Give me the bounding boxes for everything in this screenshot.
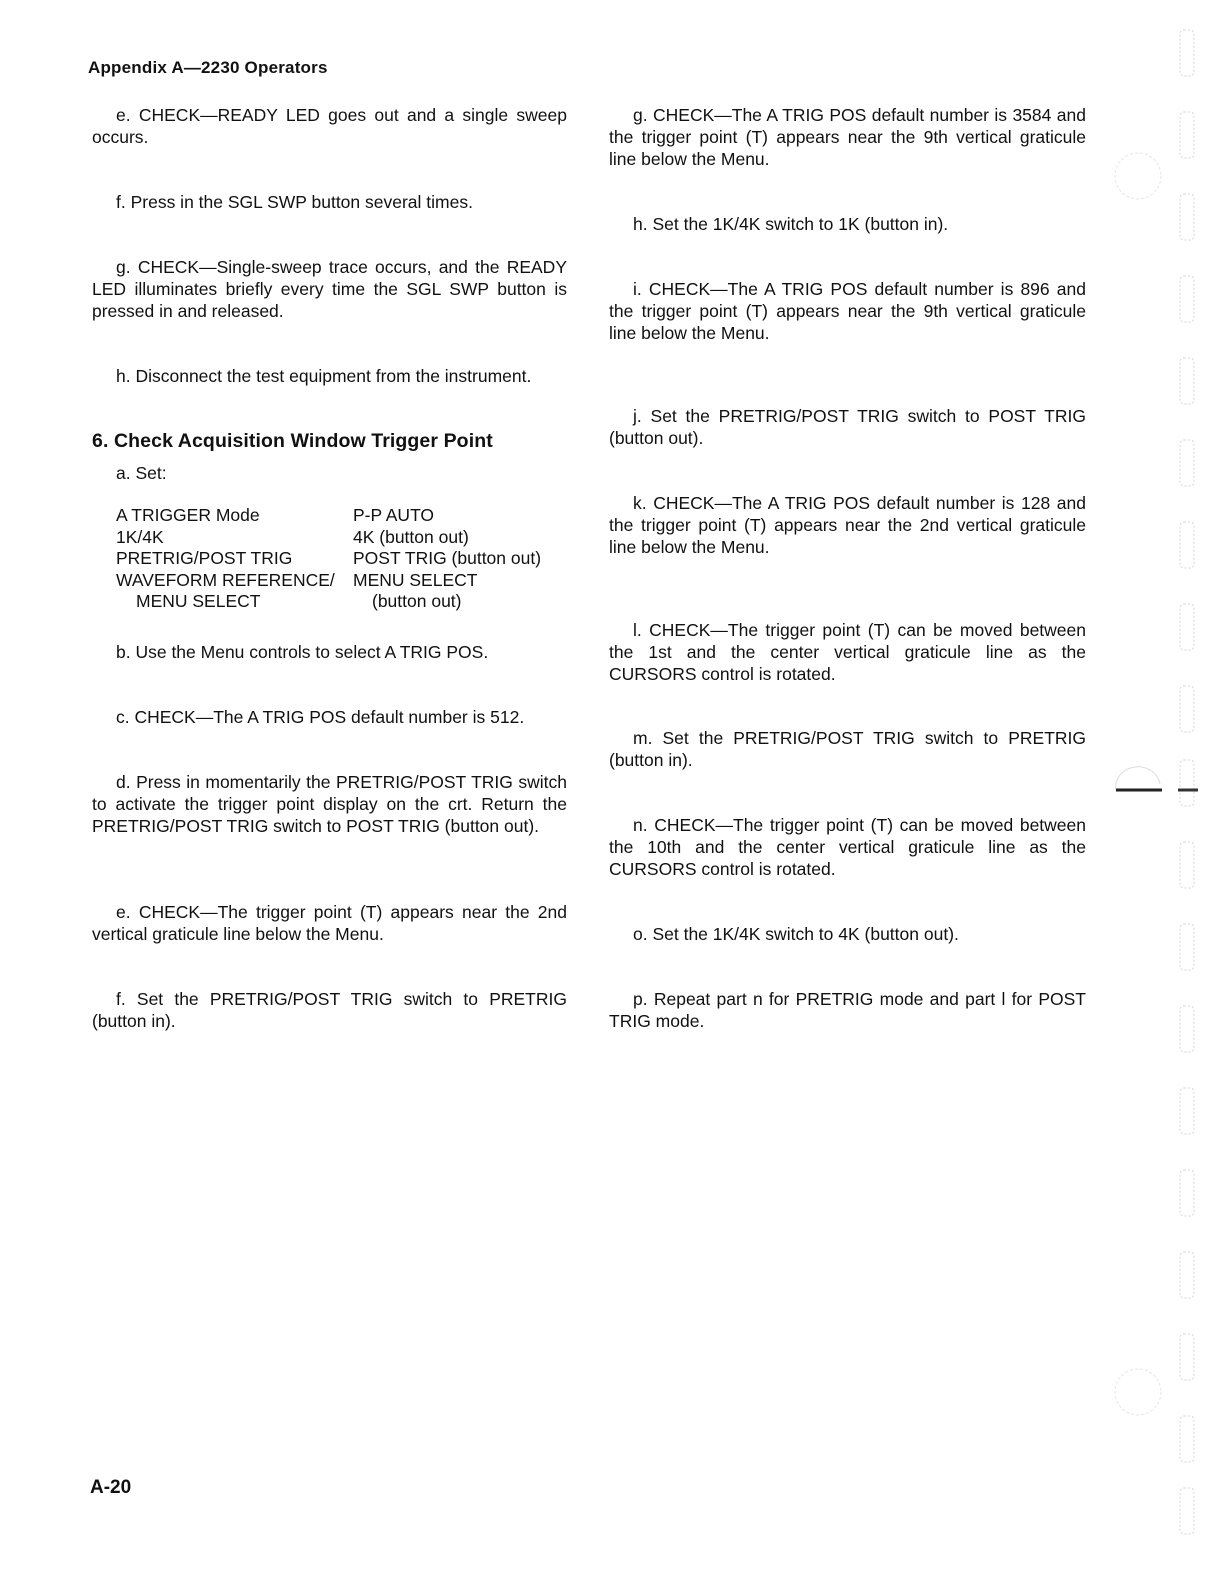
step-k-check-128: k. CHECK—The A TRIG POS default number is 128 and the trigger point (T) appears near the 2nd vertical graticule line below the Menu. bbox=[609, 493, 1086, 557]
step-e-check-trigger-point: e. CHECK—The trigger point (T) appears near the 2nd vertical graticule line below the Menu. bbox=[92, 902, 567, 944]
setting-key: PRETRIG/POST TRIG bbox=[116, 548, 293, 568]
settings-row bbox=[116, 570, 576, 592]
setting-key: A TRIGGER Mode bbox=[116, 505, 260, 525]
settings-row bbox=[116, 591, 576, 613]
binder-margin bbox=[1172, 0, 1221, 1578]
setting-value: P-P AUTO bbox=[353, 505, 435, 525]
setting-key: 1K/4K bbox=[116, 526, 164, 547]
binder-ring-hole-bottom bbox=[1112, 1366, 1164, 1418]
setting-value: (button out) bbox=[372, 591, 462, 611]
page-number: A-20 bbox=[90, 1477, 132, 1498]
step-b-menu-controls: b. Use the Menu controls to select A TRIG POS. bbox=[116, 642, 489, 662]
settings-row bbox=[116, 527, 576, 549]
step-g-check-3584: g. CHECK—The A TRIG POS default number is 3584 and the trigger point (T) appears near the 9th vertical graticule line below the Menu. bbox=[609, 105, 1086, 169]
step-c-check-512: c. CHECK—The A TRIG POS default number is 512. bbox=[116, 707, 525, 727]
step-f-press-sgl-swp: f. Press in the SGL SWP button several times. bbox=[116, 192, 473, 212]
step-e-check-ready: e. CHECK—READY LED goes out and a single sweep occurs. bbox=[92, 105, 567, 147]
page-header: Appendix A—2230 Operators bbox=[88, 58, 328, 77]
settings-row bbox=[116, 548, 576, 570]
step-i-check-896: i. CHECK—The A TRIG POS default number is 896 and the trigger point (T) appears near the 9th vertical graticule line below the Menu. bbox=[609, 279, 1086, 343]
step-a-set: a. Set: bbox=[116, 463, 167, 483]
section-title: 6. Check Acquisition Window Trigger Point bbox=[92, 430, 493, 452]
setting-key: MENU SELECT bbox=[136, 591, 261, 611]
step-m-set-pretrig: m. Set the PRETRIG/POST TRIG switch to PRETRIG (button in). bbox=[609, 728, 1086, 770]
step-h-disconnect: h. Disconnect the test equipment from the instrument. bbox=[116, 366, 532, 386]
step-o-set-4k: o. Set the 1K/4K switch to 4K (button out). bbox=[633, 924, 959, 944]
setting-value: MENU SELECT bbox=[353, 569, 478, 590]
setting-value: 4K (button out) bbox=[353, 526, 469, 547]
binder-ring-hole-top bbox=[1112, 150, 1164, 202]
settings-row bbox=[116, 505, 576, 527]
step-d-press-pretrig: d. Press in momentarily the PRETRIG/POST TRIG switch to activate the trigger point display on the crt. Return the PRETRIG/POST TRIG switch to POST TRIG (button out). bbox=[92, 772, 567, 836]
setting-key: WAVEFORM REFERENCE/ bbox=[116, 569, 335, 590]
binder-ring-hole-middle bbox=[1112, 766, 1168, 806]
step-l-check-move-1st: l. CHECK—The trigger point (T) can be moved between the 1st and the center vertical graticule line as the CURSORS control is rotated. bbox=[609, 620, 1086, 684]
step-j-set-post-trig: j. Set the PRETRIG/POST TRIG switch to POST TRIG (button out). bbox=[609, 406, 1086, 448]
step-n-check-move-10th: n. CHECK—The trigger point (T) can be moved between the 10th and the center vertical graticule line as the CURSORS control is rotated. bbox=[609, 815, 1086, 879]
binder-holes-graphic bbox=[1172, 0, 1221, 1578]
step-f-set-pretrig: f. Set the PRETRIG/POST TRIG switch to PRETRIG (button in). bbox=[92, 989, 567, 1031]
step-g-check-single-sweep: g. CHECK—Single-sweep trace occurs, and the READY LED illuminates briefly every time the SGL SWP button is pressed in and released. bbox=[92, 257, 567, 321]
settings-table bbox=[116, 505, 576, 613]
setting-value: POST TRIG (button out) bbox=[353, 548, 542, 568]
step-p-repeat: p. Repeat part n for PRETRIG mode and part l for POST TRIG mode. bbox=[609, 989, 1086, 1031]
step-h-set-1k: h. Set the 1K/4K switch to 1K (button in). bbox=[633, 214, 949, 234]
